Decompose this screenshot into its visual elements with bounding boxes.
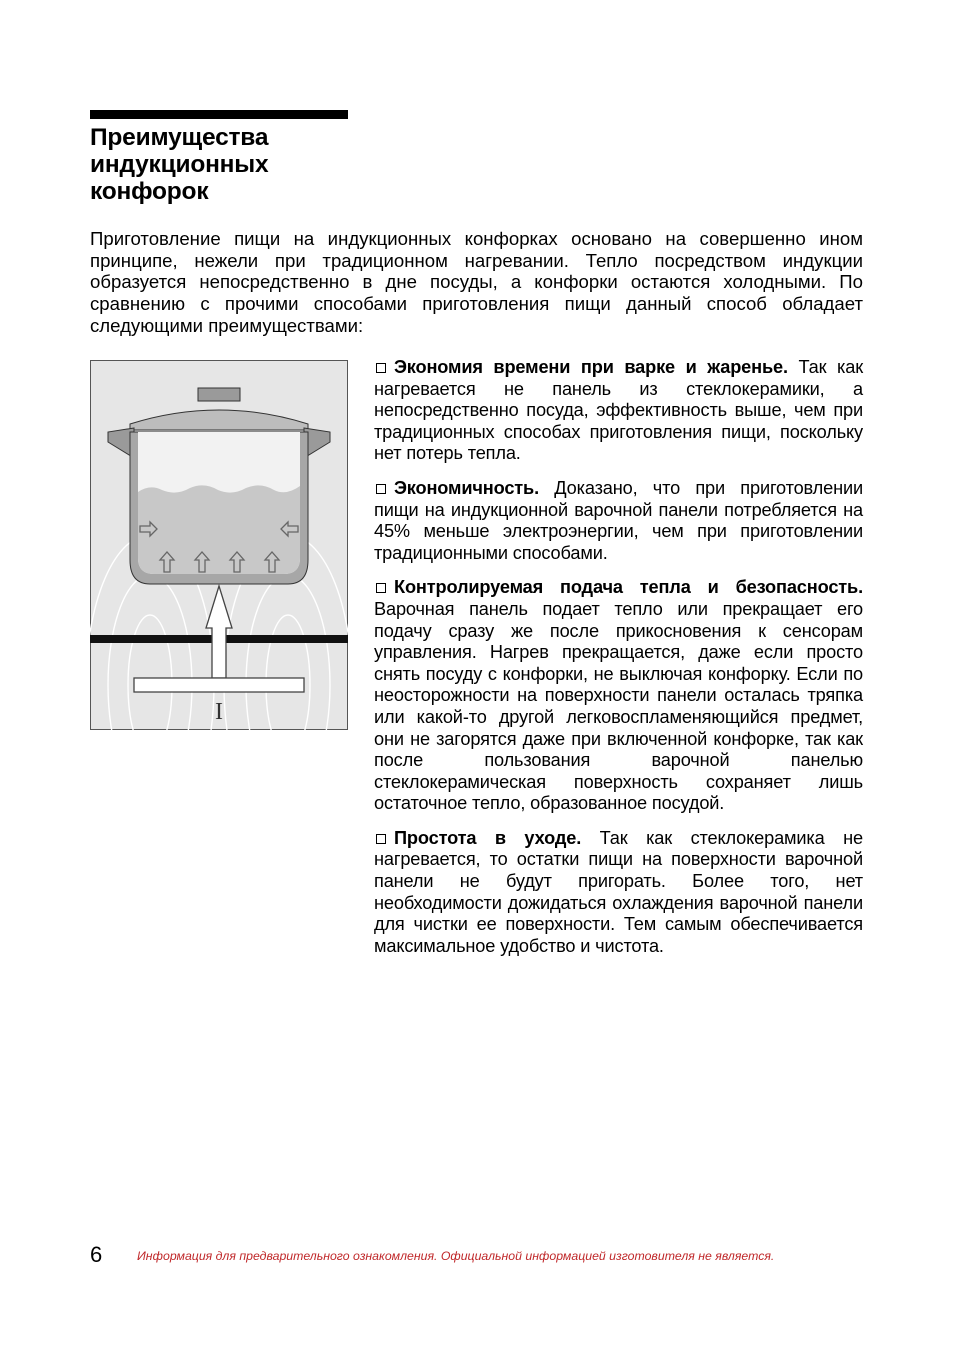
item-title: Простота в уходе.	[394, 827, 582, 848]
item-text: Так как стеклокерамика не нагревается, то остатки пищи на поверхности варочной панели не будут пригорать. Более того, нет необходимости дожидаться охлаждения варочной панели для чистки ее поверхности. Тем самым обеспечивается максимальное удобство и чистота.	[374, 827, 863, 956]
liquid	[138, 485, 300, 574]
page-number: 6	[90, 1242, 103, 1267]
item-title: Контролируемая подача тепла и безопасность.	[394, 577, 863, 598]
item-text: Доказано, что при приготовлении пищи на индукционной варочной панели потребляется на 45% меньше электроэнергии, чем при приготовлении традиционными способами.	[374, 477, 863, 563]
title-line: конфорок	[90, 178, 209, 205]
list-item	[374, 357, 863, 465]
page-title	[90, 124, 390, 205]
intro-paragraph: Приготовление пищи на индукционных конфорках основано на совершенно ином принципе, нежели при традиционном нагревании. Тепло посредством индукции образуется непосредственно в дне посуды, а конфорки остаются холодными. По сравнению с прочими способами приготовления пищи данный способ обладает следующими преимуществами:	[90, 228, 863, 336]
induction-coil-icon	[134, 678, 304, 692]
checkbox-bullet-icon	[376, 834, 386, 844]
checkbox-bullet-icon	[376, 363, 386, 373]
induction-diagram-svg	[90, 360, 348, 730]
title-line: Преимущества	[90, 124, 269, 151]
induction-diagram	[90, 360, 348, 730]
checkbox-bullet-icon	[376, 484, 386, 494]
checkbox-bullet-icon	[376, 583, 386, 593]
item-title: Экономия времени при варке и жаренье.	[394, 357, 788, 377]
footer-disclaimer: Информация для предварительного ознакомления. Официальной информацией изготовителя не является.	[137, 1249, 775, 1263]
lid-knob-icon	[198, 388, 240, 401]
item-text: Так как нагревается не панель из стеклокерамики, а непосредственно посуда, эффективность выше, чем при традиционных способах приготовления пищи, поскольку нет потерь тепла.	[374, 357, 863, 464]
item-text: Варочная панель подает тепло или прекращает его подачу сразу же после прикосновения к сенсорам управления. Нагрев прекращается, даже если просто снять посуду с конфорки, не выключая конфорку. Если по неосторожности на поверхности панели осталась тряпка или какой-то другой легковоспламеняющийся предмет, они не загорятся даже при включенной конфорке, так как после пользования варочной панелью стеклокерамическая поверхность сохраняет лишь остаточное тепло, образованное посудой.	[374, 598, 863, 814]
title-line: индукционных	[90, 151, 269, 178]
list-item	[374, 478, 863, 564]
coil-label: I	[215, 699, 223, 725]
item-title: Экономичность.	[394, 477, 539, 498]
list-item	[374, 577, 863, 815]
section-rule	[90, 110, 348, 119]
list-item	[374, 828, 863, 958]
advantages-list	[374, 357, 863, 970]
